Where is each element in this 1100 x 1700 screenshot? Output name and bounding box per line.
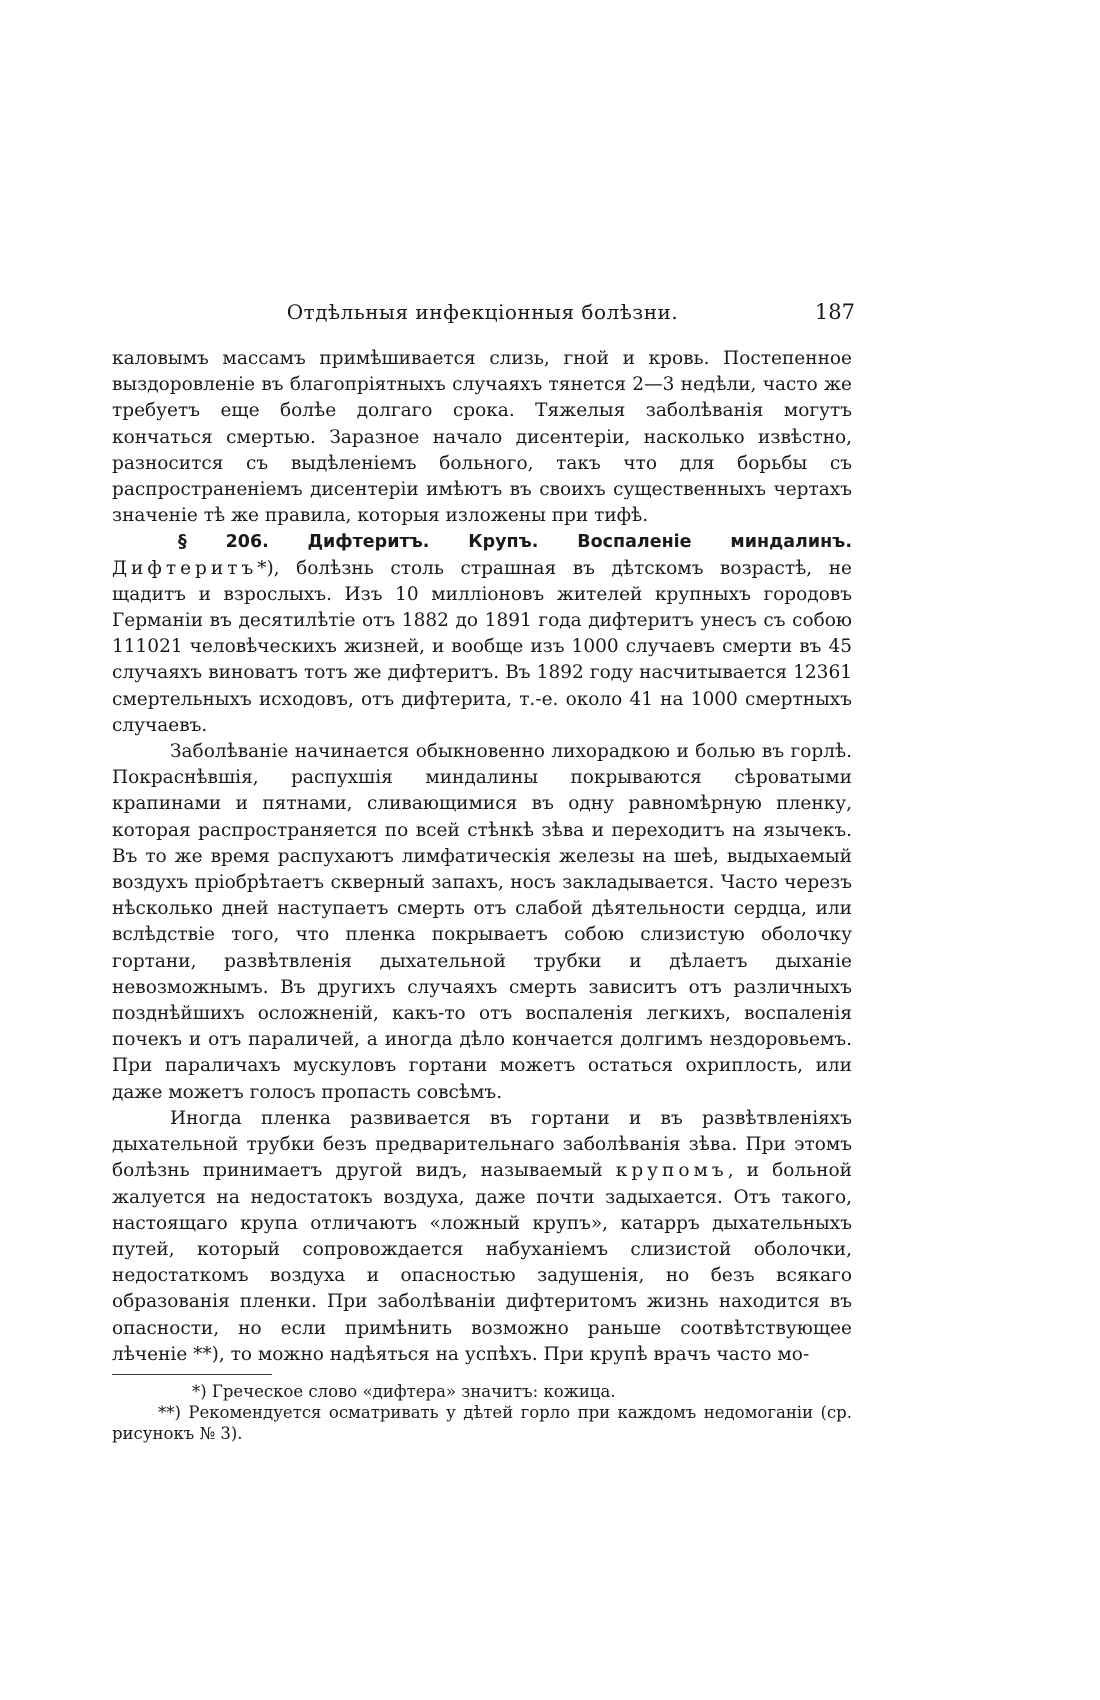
footnotes	[112, 1381, 852, 1444]
running-title: Отдѣльныя инфекціонныя болѣзни.	[286, 300, 679, 324]
footnote-divider	[112, 1374, 272, 1375]
paragraph-croup-part-a: Иногда пленка развивается въ гортани и въ развѣтвленіяхъ дыхательной трубки безъ предварительнаго заболѣванія зѣва. При этомъ болѣзнь принимаетъ другой видъ, называемый	[112, 1107, 852, 1182]
footnote-ref-1: *),	[257, 557, 280, 579]
section-term: Дифтеритъ	[112, 557, 258, 579]
page-number: 187	[814, 300, 855, 324]
page-header	[110, 300, 855, 334]
page-body	[112, 346, 852, 1444]
paragraph-croup-part-b: , и больной жалуется на недостатокъ воздуха, даже почти задыхается. Отъ такого, настоящаго крупа отличаютъ «ложный крупъ», катарръ дыхательныхъ путей, который сопровождается набуханіемъ слизистой оболочки, недостаткомъ воздуха и опасностью задушенія, но безъ всякаго образованія пленки. При заболѣваніи дифтеритомъ жизнь находится въ опасности, но если примѣнить возможно раньше соотвѣтствующее лѣченіе **), то можно надѣяться на успѣхъ. При крупѣ врачъ часто мо-	[112, 1160, 852, 1365]
paragraph-symptoms: Заболѣваніе начинается обыкновенно лихорадкою и болью въ горлѣ. Покраснѣвшія, распухшія миндалины покрываются сѣроватыми крапинами и пятнами, сливающимися въ одну равномѣрную пленку, которая распространяется по всей стѣнкѣ зѣва и переходитъ на язычекъ. Въ то же время распухаютъ лимфатическія железы на шеѣ, выдыхаемый воздухъ пріобрѣтаетъ скверный запахъ, носъ закладывается. Часто черезъ нѣсколько дней наступаетъ смерть отъ слабой дѣятельности сердца, или вслѣдствіе того, что пленка покрываетъ собою слизистую оболочку гортани, развѣтвленія дыхательной трубки и дѣлаетъ дыханіе невозможнымъ. Въ другихъ случаяхъ смерть зависитъ отъ различныхъ позднѣйшихъ осложненій, какъ-то отъ воспаленія легкихъ, воспаленія почекъ и отъ параличей, а иногда дѣло кончается долгимъ нездоровьемъ. При параличахъ мускуловъ гортани можетъ остаться охриплость, или даже можетъ голосъ пропасть совсѣмъ.	[112, 741, 852, 1103]
section-number: § 206.	[178, 532, 269, 553]
croup-term: крупомъ	[615, 1160, 728, 1182]
footnote-1: *) Греческое слово «дифтера» значитъ: кожица.	[192, 1381, 616, 1401]
paragraph-croup	[112, 1106, 852, 1368]
paragraph-diphtheria-stats: болѣзнь столь страшная въ дѣтскомъ возрастѣ, не щадитъ и взрослыхъ. Изъ 10 милліоновъ жителей крупныхъ городовъ Германіи въ десятилѣтіе отъ 1882 до 1891 года дифтеритъ унесъ съ собою 111021 человѣческихъ жизней, и вообще изъ 1000 случаевъ смерти въ 45 случаяхъ виноватъ тотъ же дифтеритъ. Въ 1892 году насчитывается 12361 смертельныхъ исходовъ, отъ дифтерита, т.-е. около 41 на 1000 смертныхъ случаевъ.	[112, 557, 852, 736]
section-206-paragraph	[112, 529, 852, 739]
paragraph-dysentery-end: каловымъ массамъ примѣшивается слизь, гной и кровь. Постепенное выздоровленіе въ благопріятныхъ случаяхъ тянется 2—3 недѣли, часто же требуетъ еще болѣе долгаго срока. Тяжелыя заболѣванія могутъ кончаться смертью. Заразное начало дисентеріи, насколько извѣстно, разносится съ выдѣленіемъ больного, такъ что для борьбы съ распространеніемъ дисентеріи имѣютъ въ своихъ существенныхъ чертахъ значеніе тѣ же правила, которыя изложены при тифѣ.	[112, 348, 852, 527]
footnote-2: **) Рекомендуется осматривать у дѣтей горло при каждомъ недомоганіи (ср. рисунокъ № 3).	[112, 1402, 852, 1443]
section-title: Дифтеритъ. Крупъ. Воспаленіе миндалинъ.	[307, 532, 852, 553]
